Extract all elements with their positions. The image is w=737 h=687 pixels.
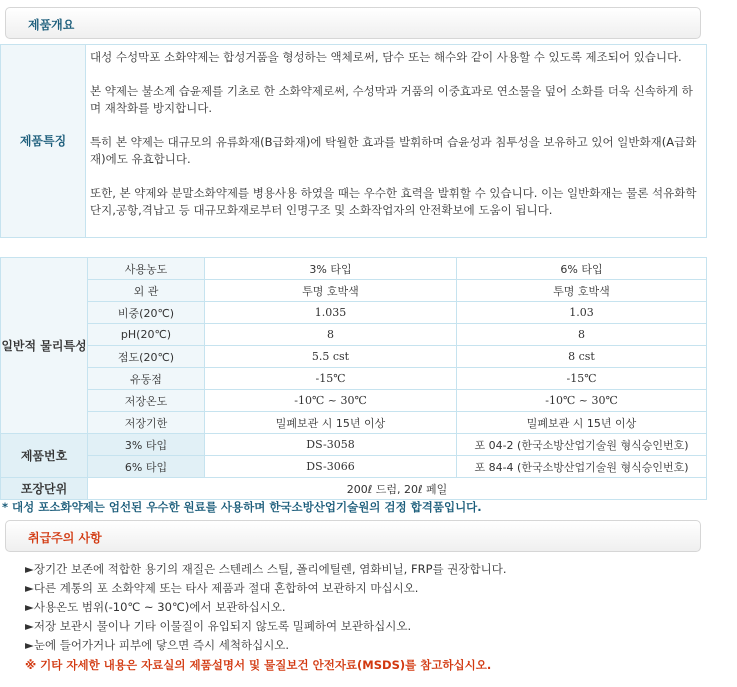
property-name: 사용농도 — [88, 258, 205, 280]
caution-item: ►사용온도 범위(-10℃ ~ 30℃)에서 보관하십시오. — [25, 600, 286, 614]
table-row — [1, 302, 707, 324]
property-value-6pct: 8 — [457, 324, 707, 346]
properties-table — [0, 257, 707, 500]
product-code: DS-3066 — [205, 456, 457, 478]
property-name: 비중(20℃) — [88, 302, 205, 324]
caution-title: 취급주의 사항 — [28, 531, 102, 545]
caution-item: ►다른 계통의 포 소화약제 또는 타사 제품과 절대 혼합하여 보관하지 마십시오. — [25, 581, 419, 595]
product-type: 6% 타입 — [88, 456, 205, 478]
product-type: 3% 타입 — [88, 434, 205, 456]
property-value-3pct: -15℃ — [205, 368, 457, 390]
features-paragraph: 특히 본 약제는 대규모의 유류화재(B급화재)에 탁월한 효과를 발휘하며 습윤성과 침투성을 보유하고 있어 일반화재(A급화재)에도 유효합니다. — [90, 135, 697, 166]
caution-section-header — [5, 520, 701, 552]
table-row — [1, 346, 707, 368]
table-row — [1, 368, 707, 390]
features-label: 제품특징 — [1, 45, 86, 238]
property-value-3pct: 투명 호박색 — [205, 280, 457, 302]
property-value-3pct: 5.5 cst — [205, 346, 457, 368]
features-paragraph: 본 약제는 불소계 습윤제를 기초로 한 소화약제로써, 수성막과 거품의 이중효과로 연소물을 덮어 소화를 더욱 신속하게 하며 재착화를 방지합니다. — [90, 84, 693, 115]
property-value-6pct: 밀폐보관 시 15년 이상 — [457, 412, 707, 434]
properties-label: 일반적 물리특성 — [1, 258, 88, 434]
property-value-3pct: -10℃ ~ 30℃ — [205, 390, 457, 412]
packaging-value: 200ℓ 드럼, 20ℓ 페일 — [88, 478, 707, 500]
property-name: 유동점 — [88, 368, 205, 390]
property-value-3pct: 밀폐보관 시 15년 이상 — [205, 412, 457, 434]
features-table — [0, 44, 707, 238]
property-name: 저장기한 — [88, 412, 205, 434]
product-approval: 포 04-2 (한국소방산업기술원 형식승인번호) — [457, 434, 707, 456]
product-code: DS-3058 — [205, 434, 457, 456]
property-value-6pct: 투명 호박색 — [457, 280, 707, 302]
property-name: 저장온도 — [88, 390, 205, 412]
overview-section-header — [5, 7, 701, 39]
property-name: 외 관 — [88, 280, 205, 302]
property-value-3pct: 3% 타입 — [205, 258, 457, 280]
features-paragraph: 대성 수성막포 소화약제는 합성거품을 형성하는 액체로써, 담수 또는 해수와 같이 사용할 수 있도록 제조되어 있습니다. — [90, 50, 682, 64]
property-value-6pct: -15℃ — [457, 368, 707, 390]
property-value-6pct: 1.03 — [457, 302, 707, 324]
property-value-6pct: 6% 타입 — [457, 258, 707, 280]
table-row — [1, 324, 707, 346]
features-paragraph: 또한, 본 약제와 분말소화약제를 병용사용 하였을 때는 우수한 효력을 발휘할 수 있습니다. 이는 일반화재는 물론 석유화학단지,공항,격납고 등 대규모화재로부터 인명구조 및 소화작업자의 안전확보에 도움이 됩니다. — [90, 186, 697, 217]
product-approval: 포 84-4 (한국소방산업기술원 형식승인번호) — [457, 456, 707, 478]
property-name: pH(20℃) — [88, 324, 205, 346]
features-text — [86, 45, 707, 238]
property-value-3pct: 8 — [205, 324, 457, 346]
certification-note: * 대성 포소화약제는 엄선된 우수한 원료를 사용하며 한국소방산업기술원의 검정 합격품입니다. — [2, 500, 482, 514]
caution-item: ►눈에 들어가거나 피부에 닿으면 즉시 세척하십시오. — [25, 638, 290, 652]
caution-item: ►장기간 보존에 적합한 용기의 재질은 스텐레스 스틸, 폴리에틸렌, 염화비닐, FRP를 권장합니다. — [25, 562, 507, 576]
property-value-3pct: 1.035 — [205, 302, 457, 324]
table-row — [1, 412, 707, 434]
product-number-label: 제품번호 — [1, 434, 88, 478]
packaging-label: 포장단위 — [1, 478, 88, 500]
table-row — [1, 478, 707, 500]
table-row — [1, 456, 707, 478]
table-row — [1, 434, 707, 456]
overview-title: 제품개요 — [28, 18, 75, 32]
table-row — [1, 258, 707, 280]
table-row — [1, 280, 707, 302]
table-row — [1, 390, 707, 412]
msds-note: ※ 기타 자세한 내용은 자료실의 제품설명서 및 물질보건 안전자료(MSDS)를 참고하십시오. — [25, 658, 492, 672]
caution-item: ►저장 보관시 물이나 기타 이물질이 유입되지 않도록 밀폐하여 보관하십시오. — [25, 619, 412, 633]
property-name: 점도(20℃) — [88, 346, 205, 368]
property-value-6pct: 8 cst — [457, 346, 707, 368]
property-value-6pct: -10℃ ~ 30℃ — [457, 390, 707, 412]
